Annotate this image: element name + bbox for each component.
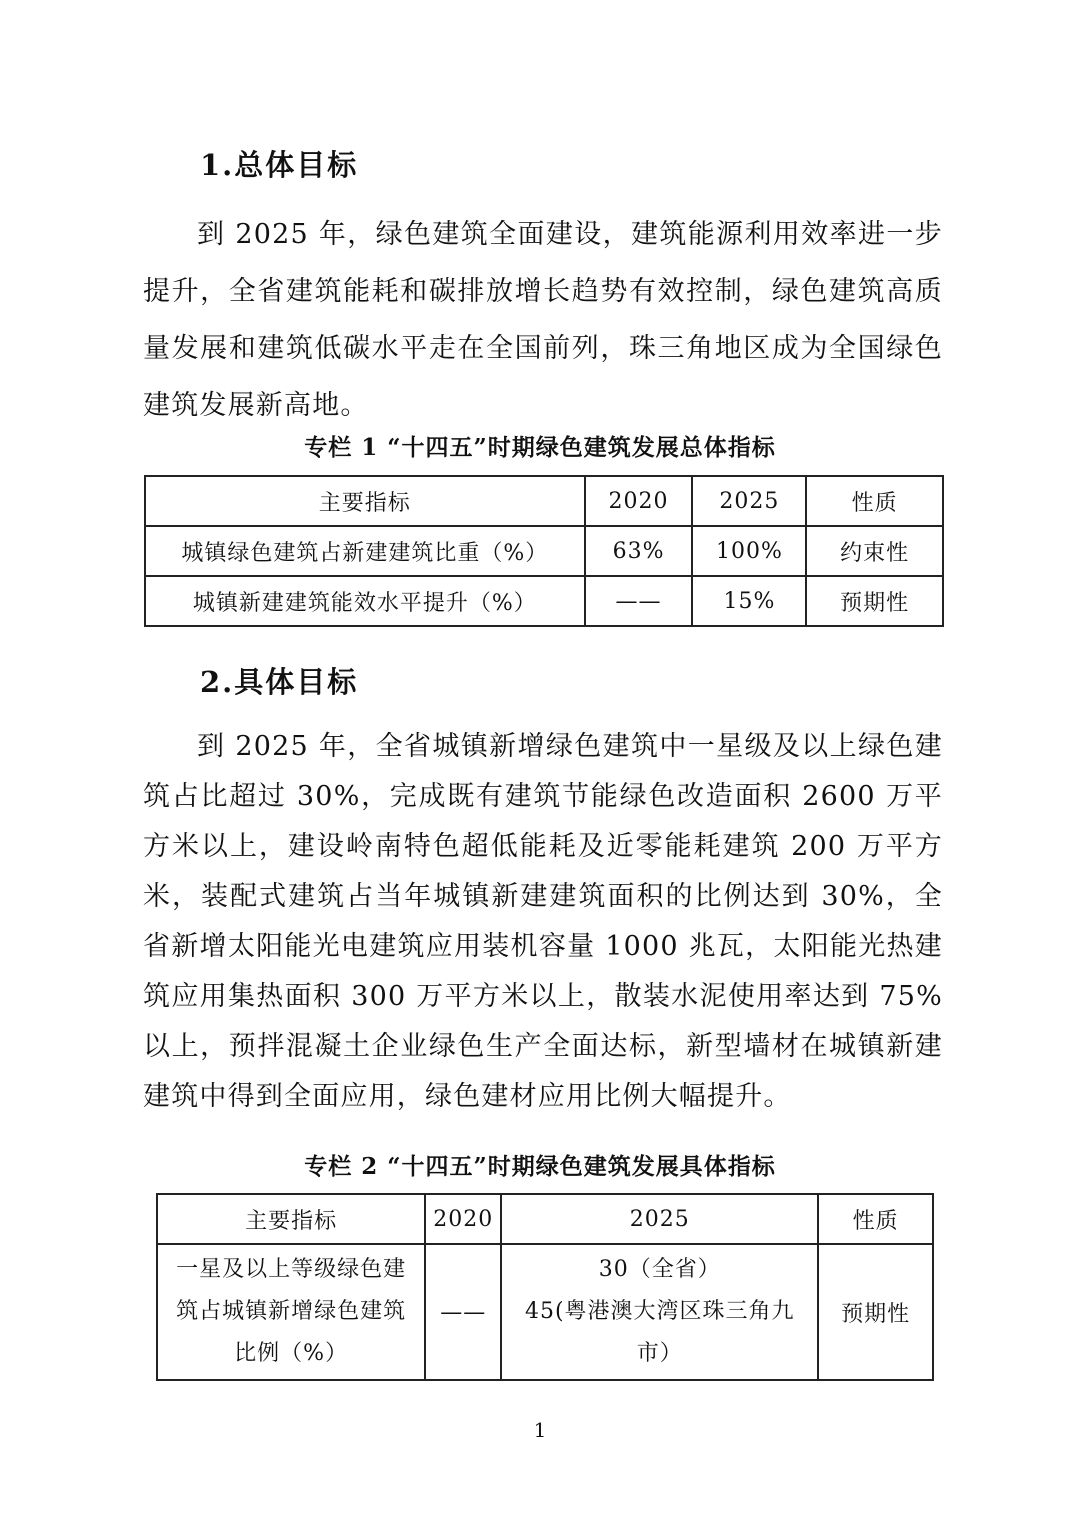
table2-caption: 专栏 2 “十四五”时期绿色建筑发展具体指标 xyxy=(304,1153,776,1180)
page-number: 1 xyxy=(533,1418,547,1442)
header-2020: 2020 xyxy=(585,476,693,526)
table-header-row xyxy=(157,1194,933,1244)
cell-2025: 15% xyxy=(692,576,806,626)
table-row xyxy=(157,1244,933,1380)
table-header-row xyxy=(145,476,943,526)
specific-indicators-table xyxy=(156,1193,934,1381)
header-nature: 性质 xyxy=(806,476,943,526)
cell-nature: 预期性 xyxy=(818,1244,933,1380)
overall-goal-text: 到 2025 年，绿色建筑全面建设，建筑能源利用效率进一步提升，全省建筑能耗和碳排放增长趋势有效控制，绿色建筑高质量发展和建筑低碳水平走在全国前列，珠三角地区成为全国绿色建筑发展新高地。 xyxy=(143,219,943,421)
cell-2020: 63% xyxy=(585,526,693,576)
header-2020: 2020 xyxy=(425,1194,501,1244)
overall-indicators-table xyxy=(144,475,944,627)
cell-indicator: 城镇绿色建筑占新建建筑比重（%） xyxy=(145,526,585,576)
table-row xyxy=(145,576,943,626)
cell-nature: 预期性 xyxy=(806,576,943,626)
cell-2025-line2: 45(粤港澳大湾区珠三角九市） xyxy=(524,1299,795,1366)
cell-2020: —— xyxy=(585,576,693,626)
header-nature: 性质 xyxy=(818,1194,933,1244)
header-indicator: 主要指标 xyxy=(145,476,585,526)
cell-indicator: 一星及以上等级绿色建筑占城镇新增绿色建筑比例（%） xyxy=(157,1244,425,1380)
specific-goal-paragraph xyxy=(143,722,943,1122)
cell-nature: 约束性 xyxy=(806,526,943,576)
header-2025: 2025 xyxy=(692,476,806,526)
section-heading-overall-goal: 1.总体目标 xyxy=(200,148,359,182)
table-row xyxy=(145,526,943,576)
section-heading-specific-goal: 2.具体目标 xyxy=(200,665,359,699)
cell-2025 xyxy=(501,1244,818,1380)
specific-goal-text: 到 2025 年，全省城镇新增绿色建筑中一星级及以上绿色建筑占比超过 30%，完成既有建筑节能绿色改造面积 2600 万平方米以上，建设岭南特色超低能耗及近零能耗建筑 200 万平方米，装配式建筑占当年城镇新建建筑面积的比例达到 30%，全省新增太阳能光电建筑应用装机容量 1000 兆瓦，太阳能光热建筑应用集热面积 300 万平方米以上，散装水泥使用率达到 75%以上，预拌混凝土企业绿色生产全面达标，新型墙材在城镇新建建筑中得到全面应用，绿色建材应用比例大幅提升。 xyxy=(143,731,943,1112)
table1-caption: 专栏 1 “十四五”时期绿色建筑发展总体指标 xyxy=(304,434,776,461)
header-indicator: 主要指标 xyxy=(157,1194,425,1244)
cell-2020: —— xyxy=(425,1244,501,1380)
cell-2025-line1: 30（全省） xyxy=(598,1257,721,1282)
cell-2025: 100% xyxy=(692,526,806,576)
cell-indicator: 城镇新建建筑能效水平提升（%） xyxy=(145,576,585,626)
overall-goal-paragraph xyxy=(143,206,943,434)
header-2025: 2025 xyxy=(501,1194,818,1244)
